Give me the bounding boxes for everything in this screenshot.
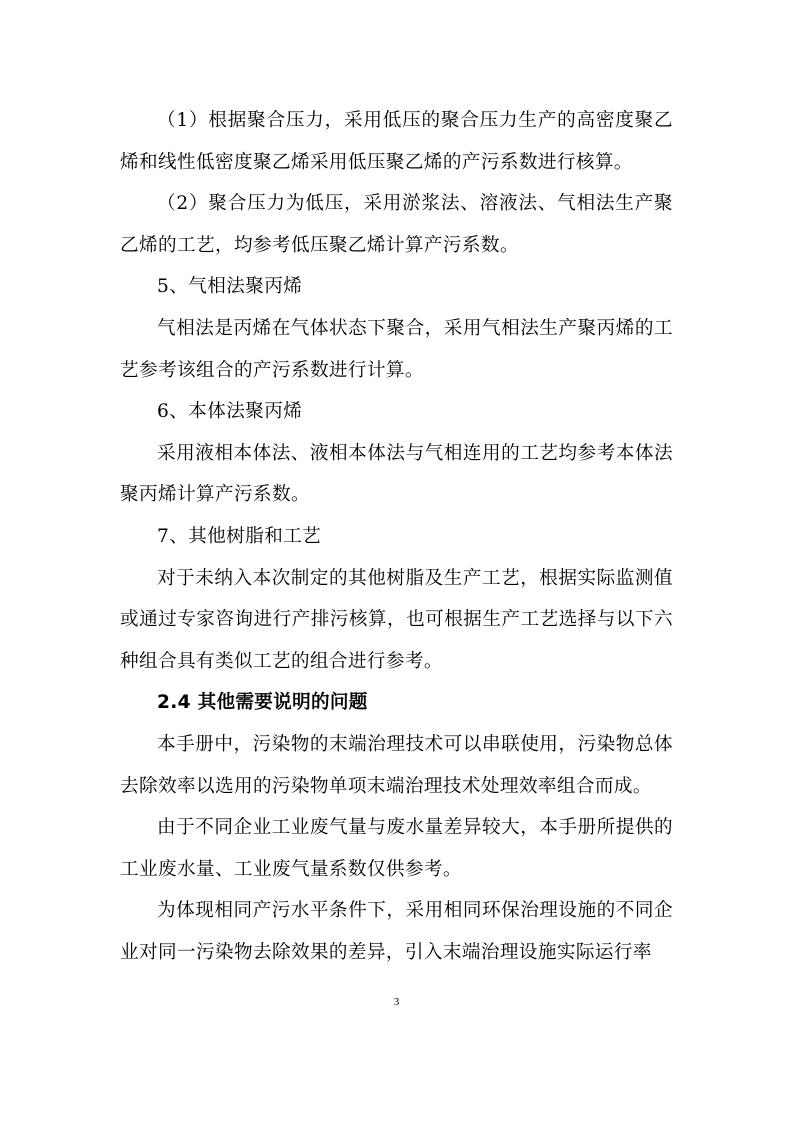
paragraph-2: （2）聚合压力为低压，采用淤浆法、溶液法、气相法生产聚乙烯的工艺，均参考低压聚乙烯计算产污系数。 bbox=[120, 193, 673, 256]
section-title-bulk-polypropylene: 6、本体法聚丙烯 bbox=[157, 401, 303, 423]
section-title-gas-phase-polypropylene: 5、气相法聚丙烯 bbox=[157, 276, 303, 298]
paragraph-1: （1）根据聚合压力，采用低压的聚合压力生产的高密度聚乙烯和线性低密度聚乙烯采用低压聚乙烯的产污系数进行核算。 bbox=[120, 110, 673, 173]
paragraph-operation-rate: 为体现相同产污水平条件下，采用相同环保治理设施的不同企业对同一污染物去除效果的差异，引入末端治理设施实际运行率 bbox=[120, 900, 673, 963]
page-number: 3 bbox=[393, 996, 400, 1008]
section-heading-2-4: 2.4 其他需要说明的问题 bbox=[157, 692, 368, 714]
page-body bbox=[120, 100, 673, 973]
paragraph-end-treatment: 本手册中，污染物的末端治理技术可以串联使用，污染物总体去除效率以选用的污染物单项末端治理技术处理效率组合而成。 bbox=[120, 733, 673, 797]
section-title-other-resins: 7、其他树脂和工艺 bbox=[157, 525, 322, 547]
paragraph-waste-volume: 由于不同企业工业废气量与废水量差异较大，本手册所提供的工业废水量、工业废气量系数仅供参考。 bbox=[120, 817, 673, 880]
paragraph-bulk: 采用液相本体法、液相本体法与气相连用的工艺均参考本体法聚丙烯计算产污系数。 bbox=[120, 442, 673, 506]
paragraph-other-resins: 对于未纳入本次制定的其他树脂及生产工艺，根据实际监测值或通过专家咨询进行产排污核算，也可根据生产工艺选择与以下六种组合具有类似工艺的组合进行参考。 bbox=[120, 567, 673, 672]
paragraph-gas-phase: 气相法是丙烯在气体状态下聚合，采用气相法生产聚丙烯的工艺参考该组合的产污系数进行计算。 bbox=[120, 317, 673, 381]
